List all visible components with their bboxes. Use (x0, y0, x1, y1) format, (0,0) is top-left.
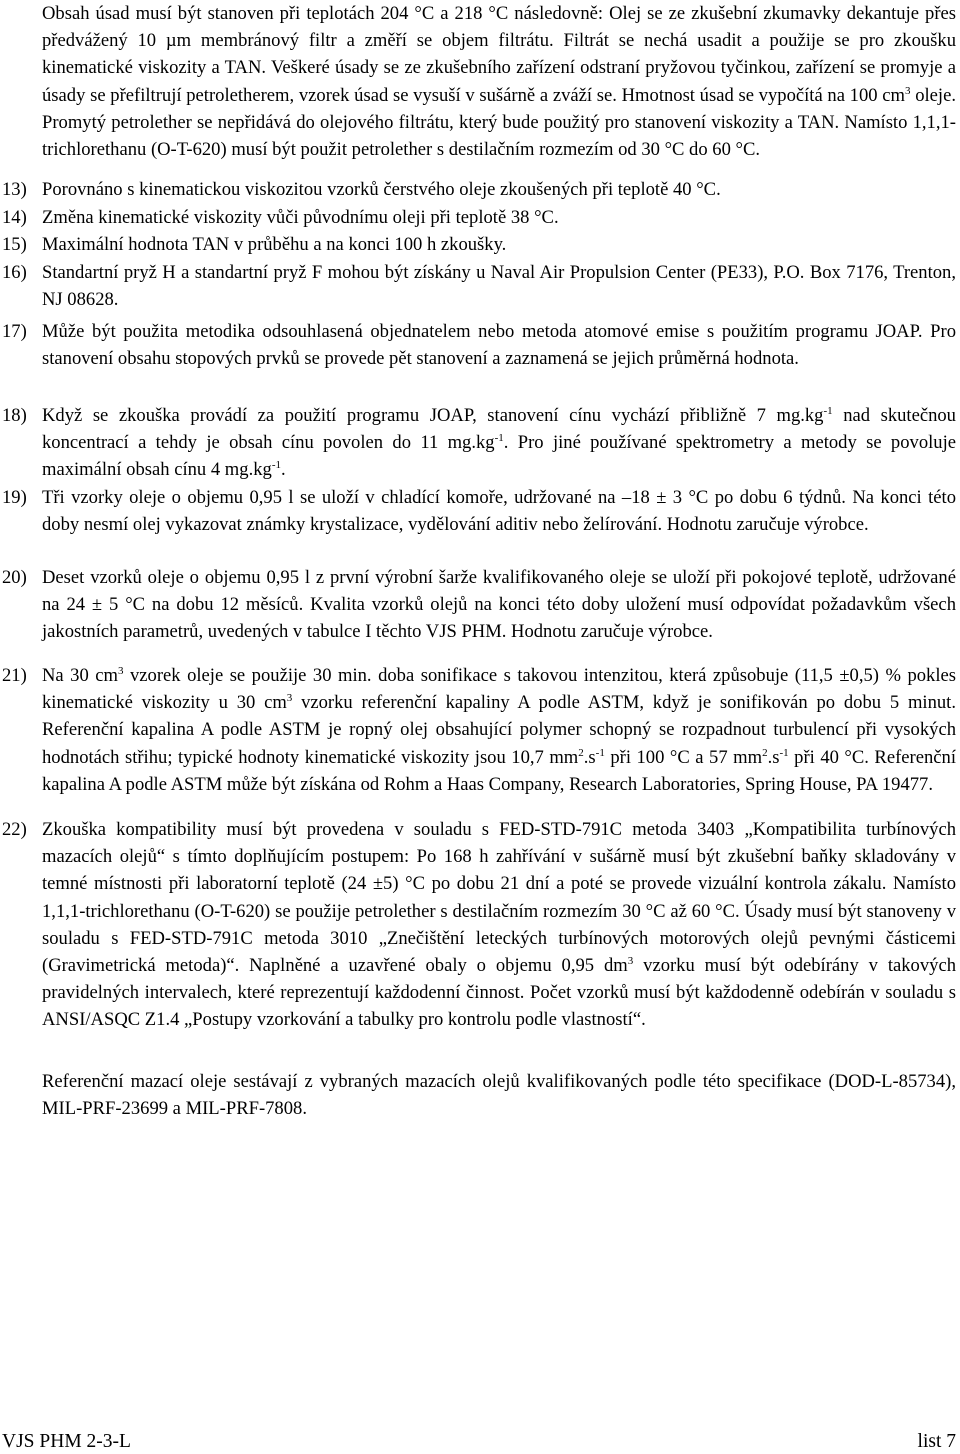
item-text: Zkouška kompatibility musí být provedena v souladu s FED-STD-791C metoda 3403 „Kompatibilita turbínových mazacích olejů“ s tímto doplňujícím postupem: Po 168 h zahřívání v sušárně musí být zkušební baňky skladovány v temné místnosti při laboratorní teplotě (24 ±5) °C po dobu 21 dní a poté se provede vizuální kontrola zákalu. Namísto 1,1,1-trichlorethanu (O-T-620) se použije petrolether s destilačním rozmezím 30 °C až 60 °C. Úsady musí být stanoveny v souladu s FED-STD-791C metoda 3010 „Znečištění leteckých turbínových motorových olejů pevnými částicemi (Gravimetrická metoda)“. Naplněné a uzavřené obaly o objemu 0,95 $dm^3$ vzorku musí být odebírány v takových pravidelných intervalech, které reprezentují každodenní činnost. Počet vzorků musí být každodenně odebírán v souladu s ANSI/ASQC Z1.4 „Postupy vzorkování a tabulky pro kontrolu podle vlastností“. (42, 819, 956, 1031)
item-number: 19) (2, 487, 27, 508)
item-text: Změna kinematické viskozity vůči původnímu oleji při teplotě 38 °C. (42, 207, 559, 228)
item-text: Na 30 $cm^3$ vzorek oleje se použije 30 min. doba sonifikace s takovou intenzitou, která způsobuje (11,5 ±0,5) % pokles kinematické viskozity u 30 $cm^3$ vzorku referenční kapaliny A podle ASTM, když je sonifikován po dobu 5 minut. Referenční kapalina A podle ASTM je ropný olej obsahující polymer schopný se rozpadnout turbulencí při vysokých hodnotách střihu; typické hodnoty kinematické viskozity jsou 10,7 $mm^2.s^{-1}$ při 100 °C a 57 $mm^2.s^{-1}$ při 40 °C. Referenční kapalina A podle ASTM může být získána od Rohm a Haas Company, Research Laboratories, Spring House, PA 19477. (42, 664, 956, 795)
intro-text: Obsah úsad musí být stanoven při teplotách 204 °C a 218 °C následovně: Olej se ze zkušební zkumavky dekantuje přes předvážený 10 µm membránový filtr a změří se objem filtrátu. Filtrát se nechá usadit a použije se pro zkoušku kinematické viskozity a TAN. Veškeré úsady se ze zkušebního zařízení odstraní pryžovou tyčinkou, zařízení se promyje a úsady se přefiltrují petroletherem, vzorek úsad se vysuší v sušárně a zváží se. Hmotnost úsad se vypočítá na 100 cm (42, 3, 956, 106)
item-text: Porovnáno s kinematickou viskozitou vzorků čerstvého oleje zkoušených při teplotě 40 °C. (42, 179, 721, 200)
superscript: 3 (117, 664, 124, 677)
item-text: Standartní pryž H a standartní pryž F mohou být získány u Naval Air Propulsion Center (PE33), P.O. Box 7176, Trenton, NJ 08628. (42, 262, 956, 311)
superscript: -1 (779, 746, 789, 759)
superscript: 3 (905, 84, 911, 97)
list-item-22 (2, 816, 956, 1034)
item-number: 18) (2, 405, 27, 426)
closing-paragraph: Referenční mazací oleje sestávají z vybraných mazacích olejů kvalifikovaných podle této specifikace (DOD-L-85734), MIL-PRF-23699 a MIL-PRF-7808. (42, 1071, 956, 1120)
list-item-13 (2, 176, 956, 203)
item-number: 14) (2, 207, 27, 228)
superscript: 2 (578, 746, 584, 759)
list-item-16 (2, 259, 956, 313)
item-number: 20) (2, 567, 27, 588)
item-text: Maximální hodnota TAN v průběhu a na konci 100 h zkoušky. (42, 234, 507, 255)
intro-text-continued: oleje. Promytý petrolether se nepřidává do olejového filtrátu, který bude použitý pro stanovení viskozity a TAN. Namísto 1,1,1-trichlorethanu (O-T-620) musí být použit petrolether s destilačním rozmezím od 30 °C do 60 °C. (42, 84, 956, 161)
list-item-18 (2, 402, 956, 484)
item-text: Může být použita metodika odsouhlasená objednatelem nebo metoda atomové emise s použitím programu JOAP. Pro stanovení obsahu stopových prvků se provede pět stanovení a zaznamená se jejich průměrná hodnota. (42, 321, 956, 370)
item-number: 17) (2, 321, 27, 342)
item-number: 13) (2, 179, 27, 200)
item-number: 16) (2, 262, 27, 283)
item-text: Deset vzorků oleje o objemu 0,95 l z první výrobní šarže kvalifikovaného oleje se uloží při pokojové teplotě, udržované na 24 ± 5 °C na dobu 12 měsíců. Kvalita vzorků olejů na konci této doby uložení musí odpovídat požadavkům všech jakostních parametrů, uvedených v tabulce I těchto VJS PHM. Hodnotu zaručuje výrobce. (42, 567, 956, 643)
item-number: 22) (2, 819, 27, 840)
item-number: 15) (2, 234, 27, 255)
superscript: -1 (823, 404, 833, 417)
superscript: 2 (762, 746, 768, 759)
list-item-19 (2, 484, 956, 538)
list-item-14 (2, 204, 956, 231)
item-number: 21) (2, 665, 27, 686)
list-item-15 (2, 231, 956, 258)
superscript: -1 (595, 746, 605, 759)
list-item-20 (2, 564, 956, 646)
footer-page-number: list 7 (917, 1431, 956, 1452)
superscript: -1 (494, 432, 504, 445)
superscript: 3 (286, 692, 293, 705)
list-item-21 (2, 662, 956, 798)
item-text: Tři vzorky oleje o objemu 0,95 l se uloží v chladící komoře, udržované na –18 ± 3 °C po dobu 6 týdnů. Na konci této doby nesmí olej vykazovat známky krystalizace, vydělování aditiv nebo želírování. Hodnotu zaručuje výrobce. (42, 487, 956, 536)
intro-paragraph (42, 0, 956, 163)
superscript: 3 (627, 954, 634, 967)
list-item-17 (2, 318, 956, 372)
footer-document-id: VJS PHM 2-3-L (2, 1431, 131, 1452)
item-text: Když se zkouška provádí za použití programu JOAP, stanovení cínu vychází přibližně 7 $mg.kg^{-1}$ nad skutečnou koncentrací a tehdy je obsah cínu povolen do 11 $mg.kg^{-1}$. Pro jiné používané spektrometry a metody se povoluje maximální obsah cínu 4 $mg.kg^{-1}$. (42, 404, 956, 481)
superscript: -1 (271, 459, 281, 472)
